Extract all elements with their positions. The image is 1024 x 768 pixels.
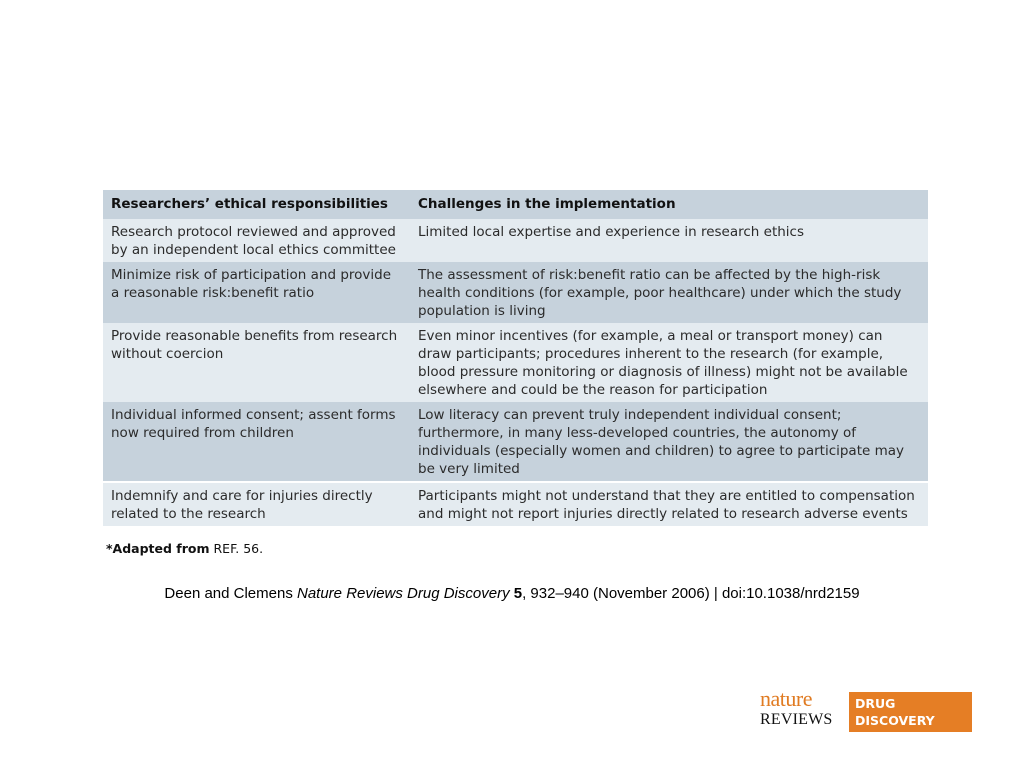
- table-footnote: [106, 541, 263, 556]
- responsibility-cell: Minimize risk of participation and provide a reasonable risk:benefit ratio: [111, 267, 392, 301]
- logo-drug-text: DRUG: [855, 696, 896, 711]
- logo-journal-badge: [849, 692, 972, 732]
- footnote-label: *Adapted from: [106, 541, 210, 556]
- challenge-cell: The assessment of risk:benefit ratio can be affected by the high-risk health conditions (for example, poor healthcare) under which the study population is living: [418, 267, 902, 319]
- logo-discovery-text: DISCOVERY: [855, 713, 935, 728]
- challenge-cell: Even minor incentives (for example, a meal or transport money) can draw participants; procedures inherent to the research (for example, blood pressure monitoring or diagnosis of illness) might not be available elsewhere and could be the reason for participation: [418, 328, 908, 398]
- table-header-row: [103, 190, 928, 219]
- logo-wordmark: [760, 686, 848, 731]
- column-header-challenges: Challenges in the implementation: [418, 196, 676, 212]
- challenge-cell: Participants might not understand that they are entitled to compensation and might not report injuries directly related to research adverse events: [410, 482, 928, 526]
- nature-reviews-drug-discovery-logo: [760, 686, 972, 731]
- table-row: [103, 482, 928, 526]
- logo-reviews-text: REVIEWS: [760, 711, 833, 728]
- responsibility-cell: Research protocol reviewed and approved by an independent local ethics committee: [111, 224, 396, 258]
- table-row: [103, 402, 928, 482]
- challenge-cell: Limited local expertise and experience in research ethics: [418, 224, 804, 240]
- challenge-cell: Low literacy can prevent truly independent individual consent; furthermore, in many less-developed countries, the autonomy of individuals (especially women and children) to agree to participate may be very limited: [418, 407, 905, 477]
- responsibility-cell: Individual informed consent; assent forms now required from children: [111, 407, 396, 441]
- citation-authors: Deen and Clemens: [164, 585, 297, 602]
- responsibility-cell: Provide reasonable benefits from research without coercion: [111, 328, 398, 362]
- logo-nature-text: nature: [760, 686, 812, 711]
- citation-volume: 5: [513, 585, 523, 602]
- footnote-reference: REF. 56.: [213, 541, 264, 556]
- citation: [0, 585, 1024, 602]
- table-row: [103, 262, 928, 323]
- citation-journal: Nature Reviews Drug Discovery: [297, 585, 510, 602]
- responsibility-cell: Indemnify and care for injuries directly related to the research: [103, 482, 410, 526]
- table-row: [103, 219, 928, 262]
- column-header-responsibilities: Researchers’ ethical responsibilities: [111, 196, 388, 212]
- citation-details: , 932–940 (November 2006) | doi:10.1038/nrd2159: [522, 585, 860, 602]
- ethics-table: [103, 190, 928, 526]
- table-row: [103, 323, 928, 402]
